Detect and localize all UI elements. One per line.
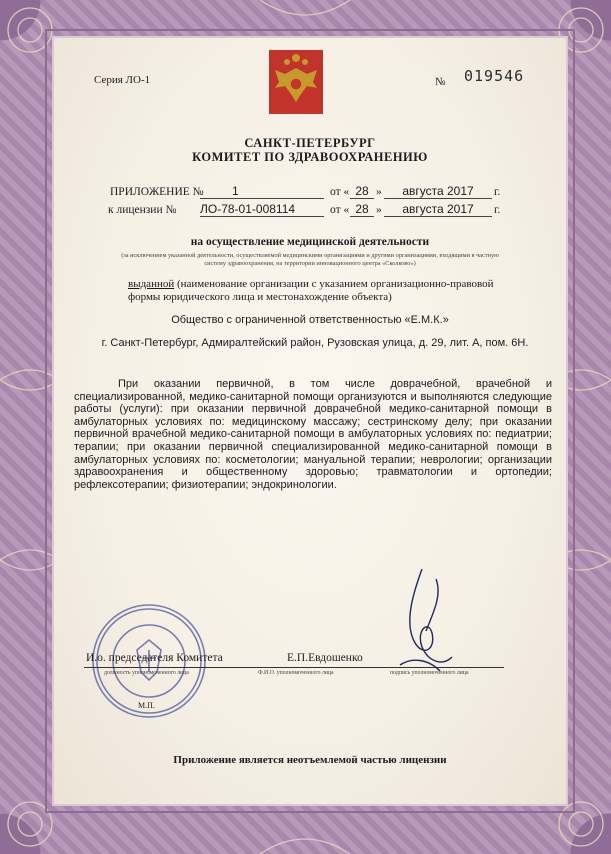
services-text: При оказании первичной, в том числе доврачебной, врачебной и специализированной, медико-санитарной помощи организуются и выполняются следующие работы (услуги): при оказании первичной доврачебной медико-санитарной помощи в амбулаторных условиях по: медицинскому массажу; сестринскому делу; при оказании первичной врачебной медико-санитарной помощи в амбулаторных условиях по: педиатрии; терапии; при оказании первичной специализированной медико-санитарной помощи в амбулаторных условиях по: косметологии; мануальной терапии; неврологии; организации здравоохранения и общественному здоровью; травматологии и ортопедии; рефлексотерапии; физиотерапии; эндокринологии. (74, 378, 552, 491)
organization-address: г. Санкт-Петербург, Адмиралтейский район, Рузовская улица, д. 29, лит. А, пом. 6Н. (101, 337, 529, 349)
appendix-year-suffix: г. (494, 186, 501, 198)
license-year-suffix: г. (494, 204, 501, 216)
city-title: САНКТ-ПЕТЕРБУРГ (244, 136, 376, 150)
signatory-role: И.о. председателя Комитета (86, 652, 223, 664)
appendix-date-mid: » (376, 186, 382, 198)
license-number: ЛО-78-01-008114 (200, 202, 324, 217)
committee-title: КОМИТЕТ ПО ЗДРАВООХРАНЕНИЮ (192, 150, 428, 164)
license-month-year: августа 2017 (384, 202, 492, 217)
appendix-label: ПРИЛОЖЕНИЕ № (110, 186, 204, 198)
license-day: 28 (350, 202, 374, 217)
footer-note: Приложение является неотъемлемой частью лицензии (173, 754, 447, 766)
caption-name: Ф.И.О. уполномоченного лица (258, 670, 334, 676)
organization-name: Общество с ограниченной ответственностью «Е.М.К.» (171, 314, 449, 326)
license-label: к лицензии № (108, 204, 177, 216)
caption-sign: подпись уполномоченного лица (390, 670, 469, 676)
issued-word: выданной (128, 278, 175, 290)
number-label: № (435, 76, 446, 88)
fine-print: (за исключением указанной деятельности, осуществляемой медицинскими организациями и другими организациями, входящими в частную систему здравоохранения, на территории инновационного центра «Сколково») (121, 252, 499, 267)
seal-mark: М.П. (138, 701, 155, 710)
activity-subject: на осуществление медицинской деятельности (190, 236, 430, 248)
appendix-month-year: августа 2017 (384, 184, 492, 199)
issued-note: (наименование организации с указанием организационно-правовой формы юридического лица и местонахождение объекта) (128, 278, 494, 303)
series-label: Серия ЛО-1 (94, 74, 151, 86)
appendix-date-prefix: от « (330, 186, 350, 198)
caption-role: должность уполномоченного лица (104, 670, 189, 676)
license-date-prefix: от « (330, 204, 350, 216)
coat-of-arms-icon (267, 48, 325, 118)
document-number: 019546 (464, 67, 525, 85)
license-date-mid: » (376, 204, 382, 216)
appendix-day: 28 (350, 184, 374, 199)
handwritten-signature (392, 561, 462, 686)
issued-block (128, 278, 508, 304)
appendix-number: 1 (200, 184, 324, 199)
document-paper (52, 36, 568, 806)
signatory-name: Е.П.Евдошенко (287, 652, 363, 664)
